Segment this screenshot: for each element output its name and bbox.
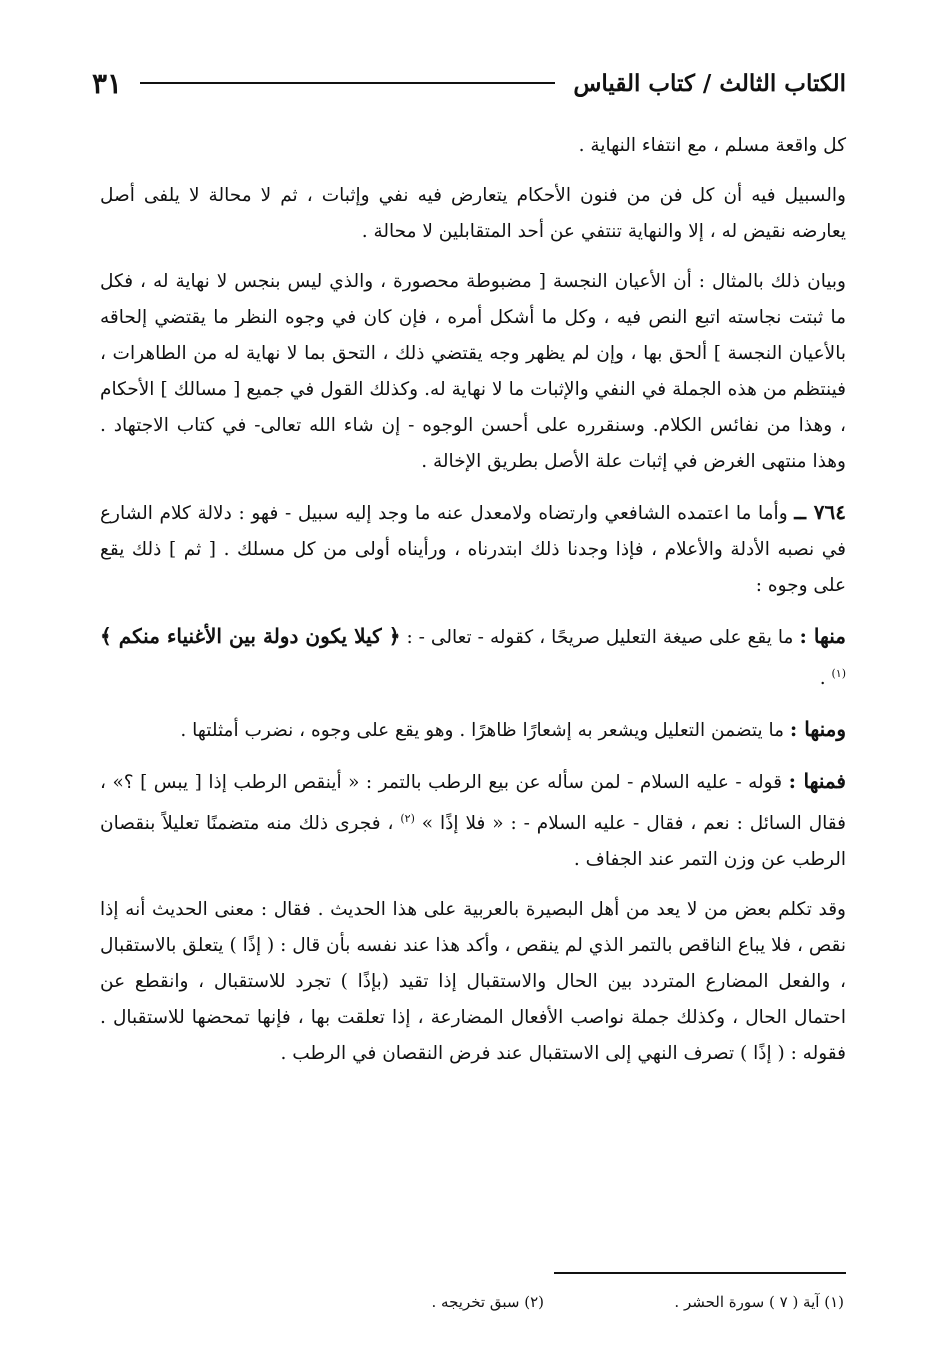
keyword: منها : — [799, 624, 846, 648]
paragraph-764: ٧٦٤ ــ وأما ما اعتمده الشافعي وارتضاه ولامعدل عنه ما وجد إليه سبيل - فهو : دلالة كلام الشارع في نصبه الأدلة والأعلام ، فإذا وجدنا ذلك ابتدرناه ، ورأيناه أولى من كل مسلك . [ ثم ] ذلك يقع على وجوه : — [100, 500, 846, 596]
running-title: الكتاب الثالث / كتاب القياس — [573, 69, 846, 97]
page-number: ٣١ — [92, 66, 123, 100]
footnotes — [100, 1293, 844, 1321]
paragraph-waminha: ومنها : ما يتضمن التعليل ويشعر به إشعارًا ظاهرًا . وهو يقع على وجوه ، نضرب أمثلتها . — [180, 717, 846, 742]
quran-verse: ﴿ كيلا يكون دولة بين الأغنياء منكم ﴾ — [100, 624, 401, 648]
section-number: ٧٦٤ ــ — [794, 500, 846, 524]
running-header — [92, 58, 846, 108]
footnote-ref: (١) — [831, 667, 846, 680]
footnote-1: (١) آية ( ٧ ) سورة الحشر . — [674, 1293, 844, 1311]
header-rule — [140, 82, 555, 84]
paragraph-1: كل واقعة مسلم ، مع انتفاء النهاية . — [578, 135, 846, 156]
paragraph-faminha: فمنها : قوله - عليه السلام - لمن سأله عن بيع الرطب بالتمر : « أينقص الرطب إذا [ يبس ] ؟» ، فقال السائل : نعم ، فقال - عليه السلام - : « فلا إذًا » $^{(٢)}$ ، فجرى ذلك منه متضمنًا تعليلاً بنقصان الرطب عن وزن التمر عند الجفاف . — [100, 769, 846, 871]
footnote-ref: (٢) — [400, 812, 415, 826]
keyword: ومنها : — [789, 717, 846, 742]
paragraph-minha: منها : ما يقع على صيغة التعليل صريحًا ، كقوله - تعالى - : ﴿ كيلا يكون دولة بين الأغنياء منكم ﴾ $^{(١)}$ . — [100, 624, 846, 690]
paragraph-3: وبيان ذلك بالمثال : أن الأعيان النجسة [ مضبوطة محصورة ، والذي ليس بنجس لا نهاية له ، فكل ما ثبتت نجاسته اتبع النص فيه ، وكل ما أشكل أمره ، فإن كان في وجوه النظر ما يقتضي إلحاقه بالأعيان النجسة ] ألحق بها ، وإن لم يظهر وجه يقتضي ذلك ، التحق بما لا نهاية له من الطاهرات ، فينتظم من هذه الجملة في النفي والإثبات ما لا نهاية له. وكذلك القول في جميع [ مسالك ] الأحكام ، وهذا من نفائس الكلام. وسنقرره على أحسن الوجوه - إن شاء الله تعالى- في كتاب الاجتهاد . وهذا منتهى الغرض في إثبات علة الأصل بطريق الإخالة . — [100, 271, 846, 472]
footnote-2: (٢) سبق تخريجه . — [431, 1293, 544, 1311]
footnote-separator — [554, 1272, 846, 1274]
paragraph-2: والسبيل فيه أن كل فن من فنون الأحكام يتعارض فيه نفي وإثبات ، ثم لا محالة لا يلفى أصل يعارضه نقيض له ، إلا والنهاية تنتفي عن أحد المتقابلين لا محالة . — [100, 185, 846, 242]
keyword: فمنها : — [788, 769, 846, 794]
paragraph-last: وقد تكلم بعض من لا يعد من أهل البصيرة بالعربية على هذا الحديث . فقال : معنى الحديث أنه إذا نقص ، فلا يباع الناقص بالتمر الذي لم ينقص ، وأكد هذا عند نفسه بأن قال : ( إذًا ) يتعلق بالاستقبال ، والفعل المضارع المتردد بين الحال والاستقبال إذا تقيد (بإذًا ) تجرد للاستقبال ، وانقطع عن احتمال الحال ، وكذلك جملة نواصب الأفعال المضارعة ، إذا تعلقت بها ، فإنها تمحضها للاستقبال . فقوله : ( إذًا ) تصرف النهي إلى الاستقبال عند فرض النقصان في الرطب . — [100, 899, 846, 1065]
main-text — [100, 128, 846, 1086]
